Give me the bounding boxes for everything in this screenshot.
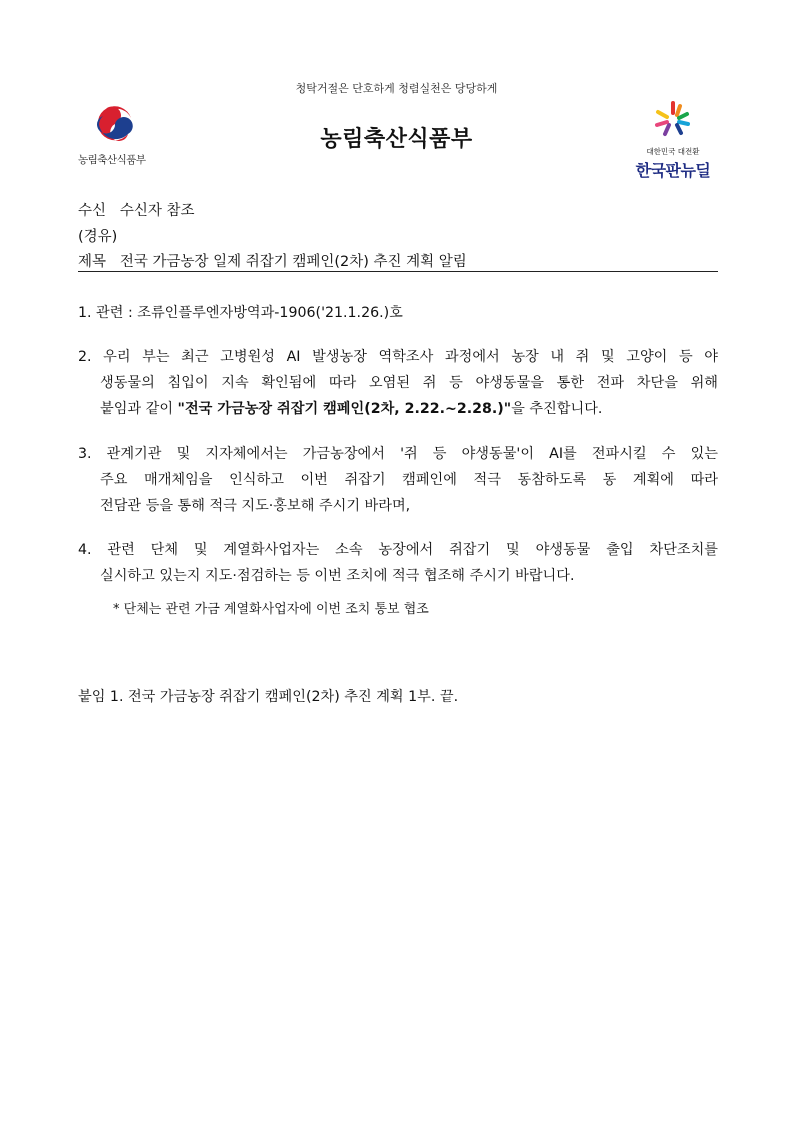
item-4 — [78, 537, 718, 589]
new-deal-tagline: 대한민국 대전환 — [646, 147, 700, 156]
item-4-note: * 단체는 관련 가금 계열화사업자에 이번 조치 통보 협조 — [113, 602, 429, 617]
subject-value: 전국 가금농장 일제 쥐잡기 캠페인(2차) 추진 계획 알림 — [119, 254, 467, 270]
item-3-line-2: 주요 매개체임을 인식하고 이번 쥐잡기 캠페인에 적극 동참하도록 동 계획에 따라 — [100, 472, 718, 488]
item-2-line-2: 생동물의 침입이 지속 확인됨에 따라 오염된 쥐 등 야생동물을 통한 전파 차단을 위해 — [100, 375, 718, 391]
attachment-text: 붙임 1. 전국 가금농장 쥐잡기 캠페인(2차) 추진 계획 1부. 끝. — [78, 689, 459, 705]
new-deal-pinwheel-icon — [653, 100, 693, 140]
item-1 — [78, 300, 718, 326]
slogan: 청탁거절은 단호하게 청렴실천은 당당하게 — [295, 82, 498, 95]
recipient-line — [78, 199, 195, 220]
recipient-label: 수신 — [78, 203, 107, 219]
new-deal-wordmark: 한국판뉴딜 — [635, 161, 711, 180]
subject-line — [78, 250, 467, 271]
item-4-line-2: 실시하고 있는지 지도·점검하는 등 이번 조치에 적극 협조해 주시기 바랍니다. — [100, 568, 575, 584]
item-3-line-1: 3. 관계기관 및 지자체에서는 가금농장에서 '쥐 등 야생동물'이 AI를 전파시킬 수 있는 — [78, 446, 718, 462]
korean-new-deal-logo — [628, 100, 718, 181]
header-divider — [78, 271, 718, 272]
item-4-line-1: 4. 관련 단체 및 계열화사업자는 소속 농장에서 쥐잡기 및 야생동물 출입 차단조치를 — [78, 542, 718, 558]
attachment-line — [78, 684, 718, 710]
item-2-line-3c: 을 추진합니다. — [511, 401, 603, 417]
recipient-value: 수신자 참조 — [119, 203, 195, 219]
campaign-highlight: "전국 가금농장 쥐잡기 캠페인(2차, 2.22.~2.28.)" — [177, 401, 512, 417]
subject-label: 제목 — [78, 254, 107, 270]
item-2-line-3a: 붙임과 같이 — [100, 401, 178, 417]
item-2-line-3 — [78, 396, 718, 422]
ministry-caption: 농림축산식품부 — [78, 154, 146, 166]
issuer-name: 농림축산식품부 — [320, 127, 473, 152]
item-3 — [78, 441, 718, 519]
item-3-line-3: 전담관 등을 통해 적극 지도·홍보해 주시기 바라며, — [100, 498, 411, 514]
item-2 — [78, 344, 718, 422]
item-2-line-1: 2. 우리 부는 최근 고병원성 AI 발생농장 역학조사 과정에서 농장 내 쥐 및 고양이 등 야 — [78, 349, 718, 365]
item-1-text: 1. 관련 : 조류인플루엔자방역과-1906('21.1.26.)호 — [78, 305, 403, 321]
via-line: (경유) — [78, 229, 118, 245]
